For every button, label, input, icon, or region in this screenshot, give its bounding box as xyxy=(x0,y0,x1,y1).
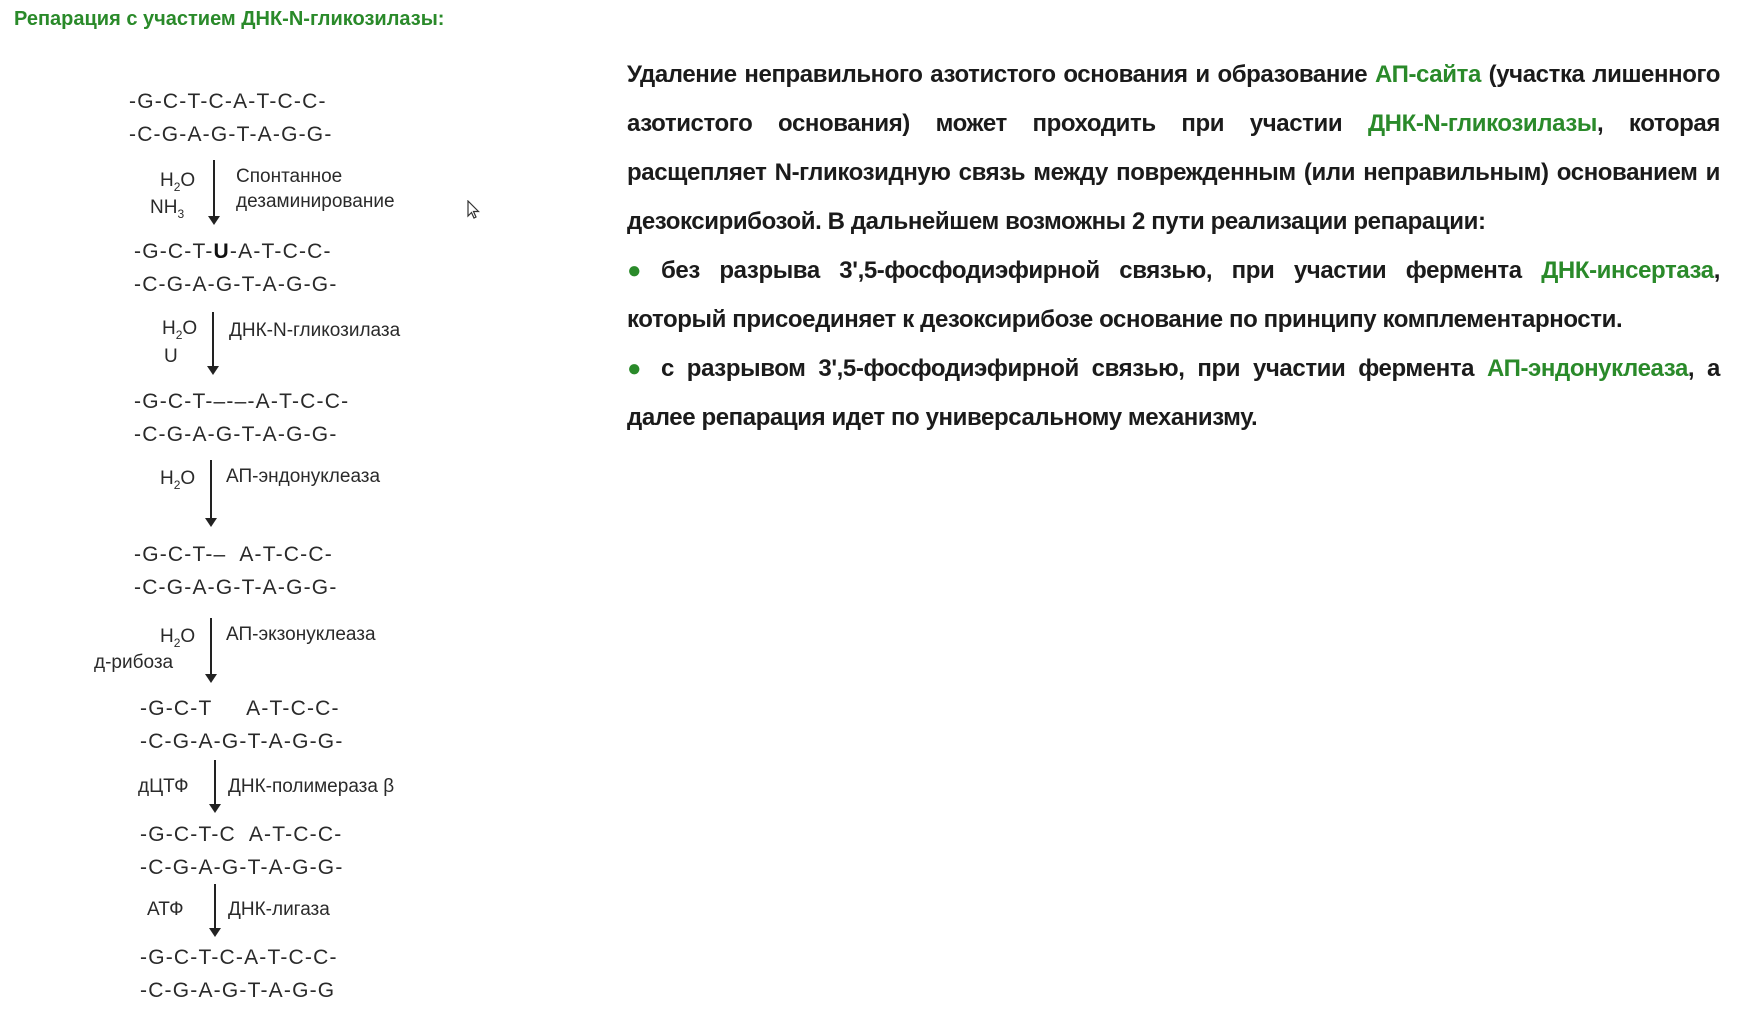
reaction-arrow-icon xyxy=(210,460,212,520)
reaction-label: ДНК-лигаза xyxy=(228,899,330,920)
reaction-label: АП-эндонуклеаза xyxy=(226,466,381,487)
reaction-arrow-icon xyxy=(212,312,214,368)
reagent-out: $NH_3$ xyxy=(150,197,185,221)
bullet-item: ● без разрыва 3',5-фосфодиэфирной связью, при участии фермента ДНК-инсертаза, который присоединяет к дезоксирибозе основание по принципу комплементарности. xyxy=(627,246,1720,344)
bullet-icon: ● xyxy=(627,355,642,382)
reaction-arrow-icon xyxy=(210,618,212,676)
bullet-icon: ● xyxy=(627,257,642,284)
dna-strand-bottom: -C-G-A-G-T-A-G-G- xyxy=(134,576,338,599)
reaction-label: ДНК-полимераза β xyxy=(228,776,395,797)
term-dna-glycosylase: ДНК-N-гликозилазы xyxy=(1367,110,1597,137)
dna-strand-bottom: -C-G-A-G-T-A-G-G xyxy=(140,979,336,1002)
reagent-in: $H_2O$ xyxy=(160,626,196,650)
dna-strand-top: -G-C-T-C-A-T-C-C- xyxy=(140,946,338,969)
term-dna-insertase: ДНК-инсертаза xyxy=(1541,257,1714,284)
dna-strand-top: -G-C-T-C A-T-C-C- xyxy=(140,823,343,846)
reaction-arrow-icon xyxy=(214,884,216,930)
description-text xyxy=(627,50,1720,442)
reagent-in: $H_2O$ xyxy=(160,468,196,492)
reagent-out: д-рибоза xyxy=(94,652,174,673)
dna-strand-top: -G-C-T-U-A-T-C-C- xyxy=(134,240,332,263)
reagent-in: АТФ xyxy=(147,899,184,920)
reaction-arrow-icon xyxy=(213,160,215,218)
reaction-label: дезаминирование xyxy=(236,191,395,212)
dna-strand-bottom: -C-G-A-G-T-A-G-G- xyxy=(134,273,338,296)
page-title: Репарация с участием ДНК-N-гликозилазы: xyxy=(14,8,445,30)
reagent-out: U xyxy=(164,346,178,367)
dna-strand-bottom: -C-G-A-G-T-A-G-G- xyxy=(140,730,344,753)
dna-strand-top: -G-C-T-C-A-T-C-C- xyxy=(129,90,327,113)
reaction-arrow-icon xyxy=(214,760,216,806)
reagent-in: $H_2O$ xyxy=(160,170,196,194)
dna-strand-bottom: -C-G-A-G-T-A-G-G- xyxy=(129,123,333,146)
mouse-pointer-icon xyxy=(467,200,481,220)
dna-strand-bottom: -C-G-A-G-T-A-G-G- xyxy=(134,423,338,446)
reaction-label: ДНК-N-гликозилаза xyxy=(229,320,401,341)
reaction-label: Спонтанное xyxy=(236,166,343,187)
reaction-label: АП-экзонуклеаза xyxy=(226,624,376,645)
dna-strand-top: -G-C-T-– A-T-C-C- xyxy=(134,543,333,566)
paragraph: Удаление неправильного азотистого основания и образование АП-сайта (участка лишенного азотистого основания) может проходить при участии ДНК-N-гликозилазы, которая расщепляет N-гликозидную связь между поврежденным (или неправильным) основанием и дезоксирибозой. В дальнейшем возможны 2 пути реализации репарации: xyxy=(627,61,1720,235)
bullet-item: ● с разрывом 3',5-фосфодиэфирной связью, при участии фермента АП-эндонуклеаза, а далее репарация идет по универсальному механизму. xyxy=(627,344,1720,442)
dna-strand-bottom: -C-G-A-G-T-A-G-G- xyxy=(140,856,344,879)
term-ap-site: АП-сайта xyxy=(1374,61,1481,88)
reagent-in: $H_2O$ xyxy=(162,318,198,342)
reagent-in: дЦТФ xyxy=(138,776,189,797)
dna-strand-top: -G-C-T A-T-C-C- xyxy=(140,697,340,720)
term-ap-endonuclease: АП-эндонуклеаза xyxy=(1486,355,1688,382)
dna-strand-top: -G-C-T-–-–-A-T-C-C- xyxy=(134,390,350,413)
